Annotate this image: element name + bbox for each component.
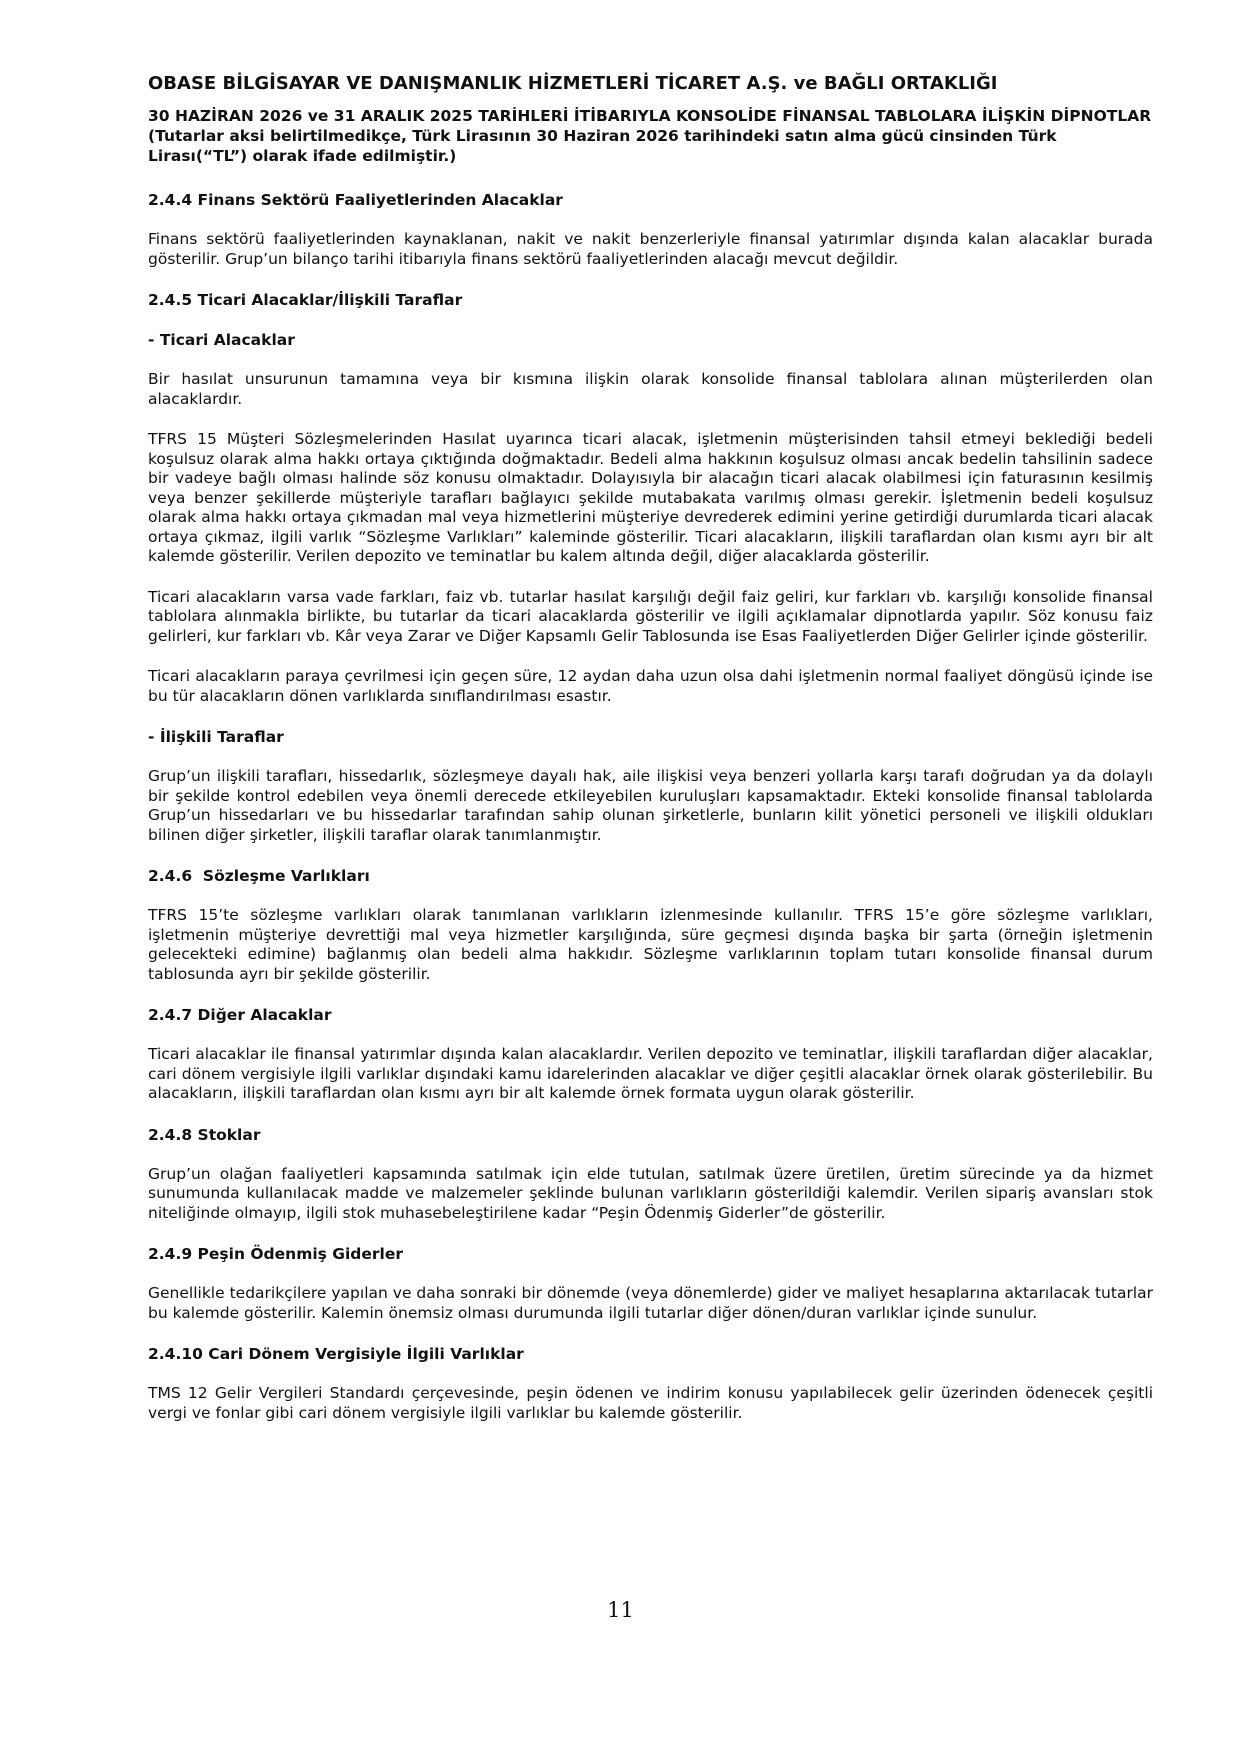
section-2-4-5 [148, 290, 1153, 845]
section-heading: 2.4.9 Peşin Ödenmiş Giderler [148, 1245, 404, 1263]
paragraph: Ticari alacakların varsa vade farkları, faiz vb. tutarlar hasılat karşılığı değil faiz geliri, kur farkları vb. karşılığı konsolide finansal tablolara alınmakla birlikte, bu tutarlar da ticari alacaklarda gösterilir ve ilgili açıklamalar dipnotlarda yapılır. Söz konusu faiz gelirleri, kur farkları vb. Kâr veya Zarar ve Diğer Kapsamlı Gelir Tablosunda ise Esas Faaliyetlerden Diğer Gelirler içinde gösterilir. [148, 587, 1153, 645]
page-number: 11 [607, 1598, 634, 1622]
section-2-4-4 [148, 190, 1153, 269]
section-heading: 2.4.5 Ticari Alacaklar/İlişkili Taraflar [148, 291, 463, 309]
section-heading: 2.4.10 Cari Dönem Vergisiyle İlgili Varlıklar [148, 1345, 524, 1363]
company-name: OBASE BİLGİSAYAR VE DANIŞMANLIK HİZMETLERİ TİCARET A.Ş. ve BAĞLI ORTAKLIĞI [148, 73, 998, 94]
document-title: 30 HAZİRAN 2026 ve 31 ARALIK 2025 TARİHLERİ İTİBARIYLA KONSOLİDE FİNANSAL TABLOLARA İLİŞKİN DİPNOTLAR [148, 107, 1152, 125]
paragraph: Bir hasılat unsurunun tamamına veya bir kısmına ilişkin olarak konsolide finansal tablolara alınan müşterilerden olan alacaklardır. [148, 370, 1153, 408]
section-2-4-9 [148, 1244, 1153, 1323]
paragraph: TFRS 15’te sözleşme varlıkları olarak tanımlanan varlıkların izlenmesinde kullanılır. TFRS 15’e göre sözleşme varlıkları, işletmenin müşteriye devrettiği mal veya hizmetler karşılığında, süre geçmesi dışında başka bir şarta (örneğin işletmenin gelecekteki edimine) bağlanmış olan bedeli alma hakkıdır. Sözleşme varlıklarının toplam tutarı konsolide finansal durum tablosunda ayrı bir şekilde gösterilir. [148, 906, 1153, 983]
document-page [148, 72, 1153, 1444]
paragraph: TFRS 15 Müşteri Sözleşmelerinden Hasılat uyarınca ticari alacak, işletmenin müşterisinden tahsil etmeyi beklediği bedeli koşulsuz olarak alma hakkı ortaya çıktığında doğmaktadır. Bedeli alma hakkının koşulsuz olması ancak bedelin tahsilinin sadece bir vadeye bağlı olması halinde söz konusu olmaktadır. Dolayısıyla bir alacağın ticari alacak olabilmesi için faturasının kesilmiş veya benzer şekillerde müşteriyle tarafları bağlayıcı şekilde mutabakata varılmış olması gerekir. İşletmenin bedeli koşulsuz olarak alma hakkı ortaya çıkmadan mal veya hizmetlerini müşteriye devrederek edimini yerine getirdiği durumlarda ticari alacak ortaya çıkmaz, ilgili varlık “Sözleşme Varlıkları” kaleminde gösterilir. Ticari alacakların, ilişkili taraflardan olan kısmı ayrı bir alt kalemde gösterilir. Verilen depozito ve teminatlar bu kalem altında değil, diğer alacaklarda gösterilir. [148, 430, 1153, 565]
paragraph: Grup’un olağan faaliyetleri kapsamında satılmak için elde tutulan, satılmak üzere üretilen, üretim sürecinde ya da hizmet sunumunda kullanılacak madde ve malzemeler şeklinde bulunan varlıkların gösterildiği kalemdir. Verilen sipariş avansları stok niteliğinde olmayıp, ilgili stok muhasebeleştirilene kadar “Peşin Ödenmiş Giderler”de gösterilir. [148, 1164, 1153, 1222]
section-heading: 2.4.4 Finans Sektörü Faaliyetlerinden Alacaklar [148, 191, 563, 209]
section-heading: 2.4.8 Stoklar [148, 1125, 261, 1144]
section-2-4-7 [148, 1005, 1153, 1104]
section-heading: 2.4.7 Diğer Alacaklar [148, 1006, 332, 1024]
paragraph: Ticari alacaklar ile finansal yatırımlar dışında kalan alacaklardır. Verilen depozito ve teminatlar, ilişkili taraflardan diğer alacaklar, cari dönem vergisiyle ilgili varlıklar dışındaki kamu idarelerinden alacaklar ve diğer çeşitli alacaklar örnek olarak gösterilebilir. Bu alacakların, ilişkili taraflardan olan kısmı ayrı bir alt kalemde örnek formata uygun olarak gösterilir. [148, 1045, 1153, 1102]
section-2-4-8 [148, 1125, 1153, 1224]
document-header [148, 72, 1153, 166]
section-2-4-6 [148, 866, 1153, 984]
currency-note: (Tutarlar aksi belirtilmedikçe, Türk Lirasının 30 Haziran 2026 tarihindeki satın alma gücü cinsinden Türk Lirası(“TL”) olarak ifade edilmiştir.) [148, 127, 1057, 165]
paragraph: Grup’un ilişkili tarafları, hissedarlık, sözleşmeye dayalı hak, aile ilişkisi veya benzeri yollarla karşı tarafı doğrudan ya da dolaylı bir şekilde kontrol edebilen veya önemli derecede etkileyebilen kuruluşları kapsamaktadır. Ekteki konsolide finansal tablolarda Grup’un hissedarları ve bu hissedarlar tarafından sahip olunan şirketlerle, bunların kilit yönetici personeli ve ilişkili oldukları bilinen diğer şirketler, ilişkili taraflar olarak tanımlanmıştır. [148, 767, 1153, 844]
paragraph: TMS 12 Gelir Vergileri Standardı çerçevesinde, peşin ödenen ve indirim konusu yapılabilecek gelir üzerinden ödenecek çeşitli vergi ve fonlar gibi cari dönem vergisiyle ilgili varlıklar bu kalemde gösterilir. [148, 1384, 1153, 1422]
paragraph: Finans sektörü faaliyetlerinden kaynaklanan, nakit ve nakit benzerleriyle finansal yatırımlar dışında kalan alacaklar burada gösterilir. Grup’un bilanço tarihi itibarıyla finans sektörü faaliyetlerinden alacağı mevcut değildir. [148, 230, 1153, 268]
paragraph: Ticari alacakların paraya çevrilmesi için geçen süre, 12 aydan daha uzun olsa dahi işletmenin normal faaliyet döngüsü içinde ise bu tür alacakların dönen varlıklarda sınıflandırılması esastır. [148, 667, 1153, 705]
section-2-4-10 [148, 1344, 1153, 1423]
subsection-heading: - İlişkili Taraflar [148, 728, 284, 746]
paragraph: Genellikle tedarikçilere yapılan ve daha sonraki bir dönemde (veya dönemlerde) gider ve maliyet hesaplarına aktarılacak tutarlar bu kalemde gösterilir. Kalemin önemsiz olması durumunda ilgili tutarlar diğer dönen/duran varlıklar içinde sunulur. [148, 1284, 1153, 1322]
subsection-heading: - Ticari Alacaklar [148, 331, 295, 349]
section-heading: 2.4.6 Sözleşme Varlıkları [148, 867, 370, 885]
